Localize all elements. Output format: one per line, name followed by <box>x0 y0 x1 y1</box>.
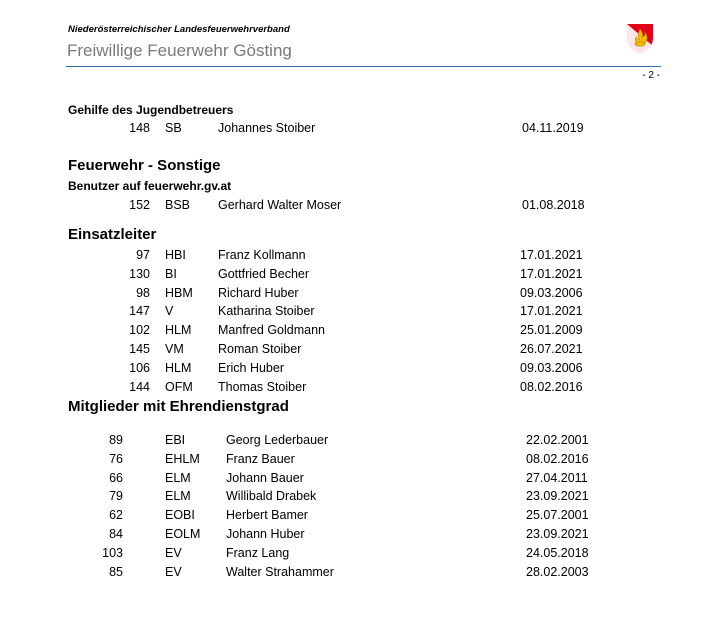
organization-name: Niederösterreichischer Landesfeuerwehrverband <box>68 24 290 35</box>
member-number: 130 <box>129 266 150 281</box>
member-row <box>0 121 724 139</box>
member-rank: BSB <box>165 198 191 212</box>
member-row <box>0 565 724 583</box>
member-rank: HLM <box>165 323 192 338</box>
member-date: 09.03.2006 <box>520 360 583 375</box>
member-name: Johann Huber <box>226 527 305 541</box>
member-date: 09.03.2006 <box>520 285 583 300</box>
member-rank: HBI <box>165 248 186 262</box>
member-date: 25.07.2001 <box>526 508 589 523</box>
member-number: 79 <box>109 489 123 504</box>
member-rank: ELM <box>165 489 191 504</box>
member-number: 145 <box>129 342 150 356</box>
member-row <box>0 267 724 285</box>
member-number: 62 <box>109 508 123 523</box>
member-rank: BI <box>165 266 177 281</box>
member-number: 152 <box>129 198 150 212</box>
member-name: Willibald Drabek <box>226 489 317 504</box>
member-date: 04.11.2019 <box>522 121 584 135</box>
section-heading-einsatzleiter: Einsatzleiter <box>68 226 157 243</box>
member-row <box>0 489 724 507</box>
member-number: 76 <box>109 451 123 466</box>
member-number: 66 <box>109 470 123 485</box>
member-rank: VM <box>165 342 184 356</box>
member-name: Manfred Goldmann <box>218 323 326 338</box>
member-row <box>0 471 724 489</box>
member-row <box>0 380 724 398</box>
member-name: Herbert Bamer <box>226 508 308 523</box>
member-rank: EV <box>165 564 182 579</box>
member-date: 22.02.2001 <box>526 433 589 447</box>
member-row <box>0 286 724 304</box>
member-date: 25.01.2009 <box>520 323 583 338</box>
member-date: 26.07.2021 <box>520 342 583 356</box>
member-date: 28.02.2003 <box>526 564 589 579</box>
member-number: 84 <box>109 527 123 541</box>
member-date: 17.01.2021 <box>520 248 583 262</box>
member-name: Johannes Stoiber <box>218 121 316 135</box>
member-row <box>0 342 724 360</box>
member-rank: HBM <box>165 285 193 300</box>
member-date: 17.01.2021 <box>520 266 583 281</box>
member-date: 27.04.2011 <box>526 470 588 485</box>
member-row <box>0 452 724 470</box>
member-name: Johann Bauer <box>226 470 304 485</box>
member-name: Erich Huber <box>218 360 284 375</box>
member-rank: EBI <box>165 433 186 447</box>
member-row <box>0 527 724 545</box>
member-rank: EHLM <box>165 451 200 466</box>
section-subheading-benutzer: Benutzer auf feuerwehr.gv.at <box>68 179 232 193</box>
member-date: 17.01.2021 <box>520 304 583 319</box>
member-rank: V <box>165 304 174 319</box>
member-date: 23.09.2021 <box>526 527 589 541</box>
page-number: - 2 - <box>642 70 660 81</box>
member-name: Roman Stoiber <box>218 342 302 356</box>
member-number: 144 <box>129 379 150 394</box>
member-row <box>0 198 724 216</box>
member-number: 148 <box>129 121 150 135</box>
page-title: Freiwillige Feuerwehr Gösting <box>67 41 292 60</box>
header-divider <box>66 66 661 67</box>
member-row <box>0 323 724 341</box>
fire-brigade-crest-icon <box>624 22 656 54</box>
member-date: 08.02.2016 <box>520 379 583 394</box>
member-name: Richard Huber <box>218 285 299 300</box>
member-rank: EOLM <box>165 527 201 541</box>
member-date: 01.08.2018 <box>522 198 585 212</box>
section-heading-gehilfe: Gehilfe des Jugendbetreuers <box>68 103 234 117</box>
member-number: 106 <box>129 360 150 375</box>
member-rank: SB <box>165 121 182 135</box>
member-date: 24.05.2018 <box>526 545 589 560</box>
member-rank: EV <box>165 545 182 560</box>
member-number: 103 <box>102 545 123 560</box>
member-number: 147 <box>129 304 150 319</box>
member-rank: HLM <box>165 360 192 375</box>
member-rank: OFM <box>165 379 193 394</box>
member-number: 97 <box>136 248 150 262</box>
member-row <box>0 508 724 526</box>
member-name: Franz Bauer <box>226 451 295 466</box>
member-name: Katharina Stoiber <box>218 304 315 319</box>
section-heading-ehren: Mitglieder mit Ehrendienstgrad <box>68 398 289 415</box>
member-name: Thomas Stoiber <box>218 379 307 394</box>
member-row <box>0 248 724 266</box>
member-name: Franz Kollmann <box>218 248 306 262</box>
member-name: Gottfried Becher <box>218 266 310 281</box>
member-rank: EOBI <box>165 508 195 523</box>
member-row <box>0 546 724 564</box>
member-name: Walter Strahammer <box>226 564 334 579</box>
member-number: 85 <box>109 564 123 579</box>
member-date: 23.09.2021 <box>526 489 589 504</box>
member-name: Georg Lederbauer <box>226 433 329 447</box>
section-heading-sonstige: Feuerwehr - Sonstige <box>68 157 221 174</box>
member-name: Franz Lang <box>226 545 290 560</box>
member-name: Gerhard Walter Moser <box>218 198 342 212</box>
member-rank: ELM <box>165 470 191 485</box>
member-row <box>0 304 724 322</box>
member-row <box>0 361 724 379</box>
member-number: 98 <box>136 285 150 300</box>
member-row <box>0 433 724 451</box>
member-number: 102 <box>129 323 150 338</box>
member-date: 08.02.2016 <box>526 451 589 466</box>
member-number: 89 <box>109 433 123 447</box>
